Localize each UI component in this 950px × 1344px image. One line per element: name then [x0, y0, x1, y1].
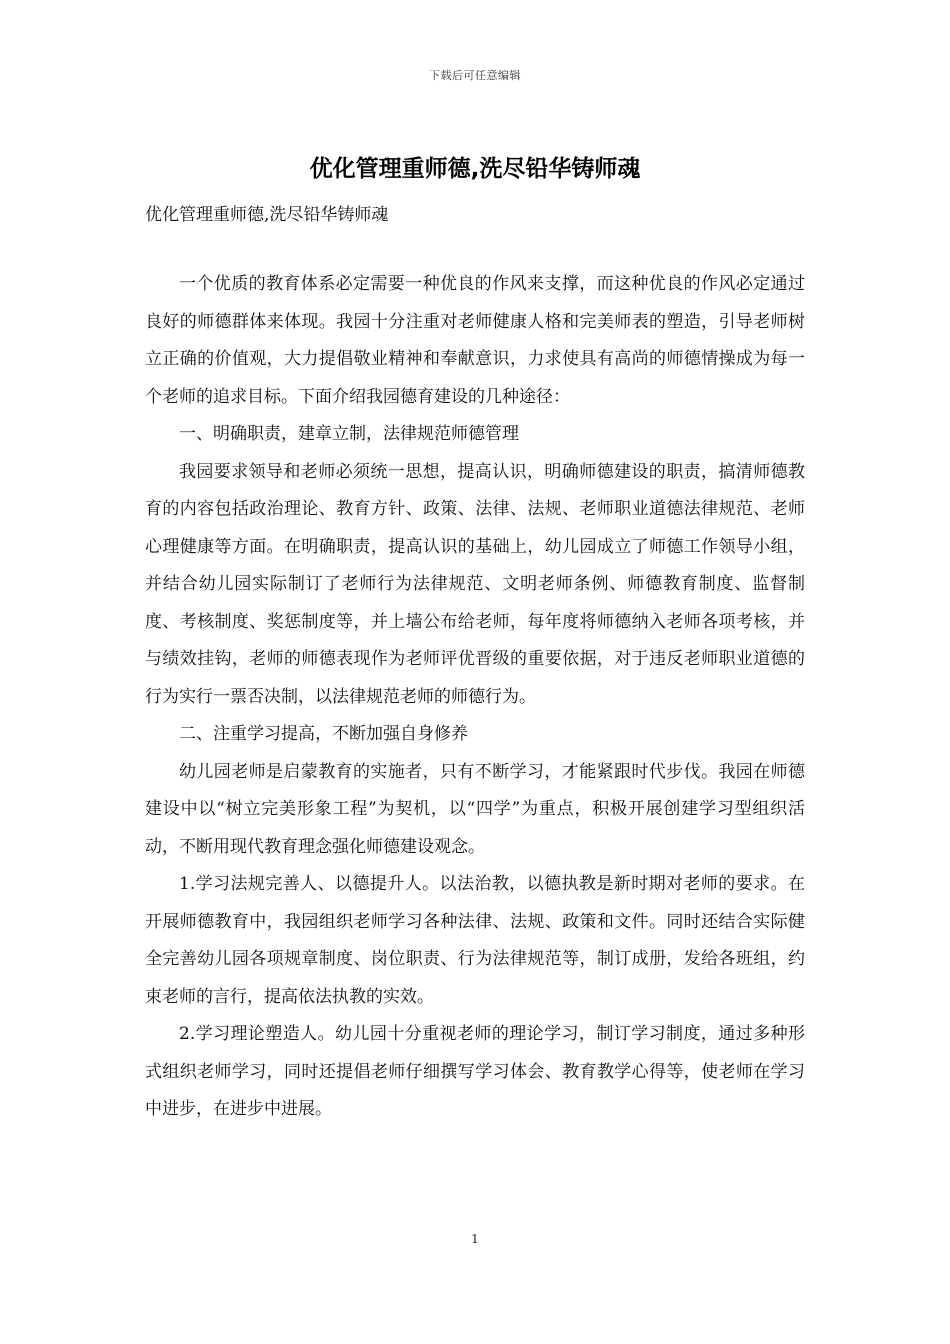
document-body [145, 266, 805, 1129]
paragraph-section-2: 幼儿园老师是启蒙教育的实施者，只有不断学习，才能紧跟时代步伐。我园在师德建设中以“树立完美形象工程”为契机，以“四学”为重点，积极开展创建学习型组织活动，不断用现代教育理念强化师德建设观念。 [145, 761, 805, 857]
document-title: 优化管理重师德,洗尽铅华铸师魂 [309, 156, 641, 182]
paragraph-item-1: 1.学习法规完善人、以德提升人。以法治教，以德执教是新时期对老师的要求。在开展师德教育中，我园组织老师学习各种法律、法规、政策和文件。同时还结合实际健全完善幼儿园各项规章制度、岗位职责、行为法律规范等，制订成册，发给各班组，约束老师的言行，提高依法执教的实效。 [145, 874, 805, 1007]
document-subtitle: 优化管理重师德,洗尽铅华铸师魂 [145, 205, 389, 225]
paragraph-item-2: 2.学习理论塑造人。幼儿园十分重视老师的理论学习，制订学习制度，通过多种形式组织老师学习，同时还提倡老师仔细撰写学习体会、教育教学心得等，使老师在学习中进步，在进步中进展。 [145, 1024, 805, 1119]
paragraph-section-1: 我园要求领导和老师必须统一思想，提高认识，明确师德建设的职责，搞清师德教育的内容包括政治理论、教育方针、政策、法律、法规、老师职业道德法律规范、老师心理健康等方面。在明确职责，提高认识的基础上，幼儿园成立了师德工作领导小组，并结合幼儿园实际制订了老师行为法律规范、文明老师条例、师德教育制度、监督制度、考核制度、奖惩制度等，并上墙公布给老师，每年度将师德纳入老师各项考核，并与绩效挂钩，老师的师德表现作为老师评优晋级的重要依据，对于违反老师职业道德的行为实行一票否决制，以法律规范老师的师德行为。 [145, 461, 805, 707]
section-heading-1: 一、明确职责，建章立制，法律规范师德管理 [179, 424, 519, 444]
section-heading-2: 二、注重学习提高，不断加强自身修养 [179, 724, 468, 744]
paragraph-intro: 一个优质的教育体系必定需要一种优良的作风来支撑，而这种优良的作风必定通过良好的师德群体来体现。我园十分注重对老师健康人格和完美师表的塑造，引导老师树立正确的价值观，大力提倡敬业精神和奉献意识，力求使具有高尚的师德情操成为每一个老师的追求目标。下面介绍我园德育建设的几种途径： [145, 274, 805, 407]
header-note: 下载后可任意编辑 [429, 69, 521, 82]
page-number: 1 [471, 1232, 479, 1246]
